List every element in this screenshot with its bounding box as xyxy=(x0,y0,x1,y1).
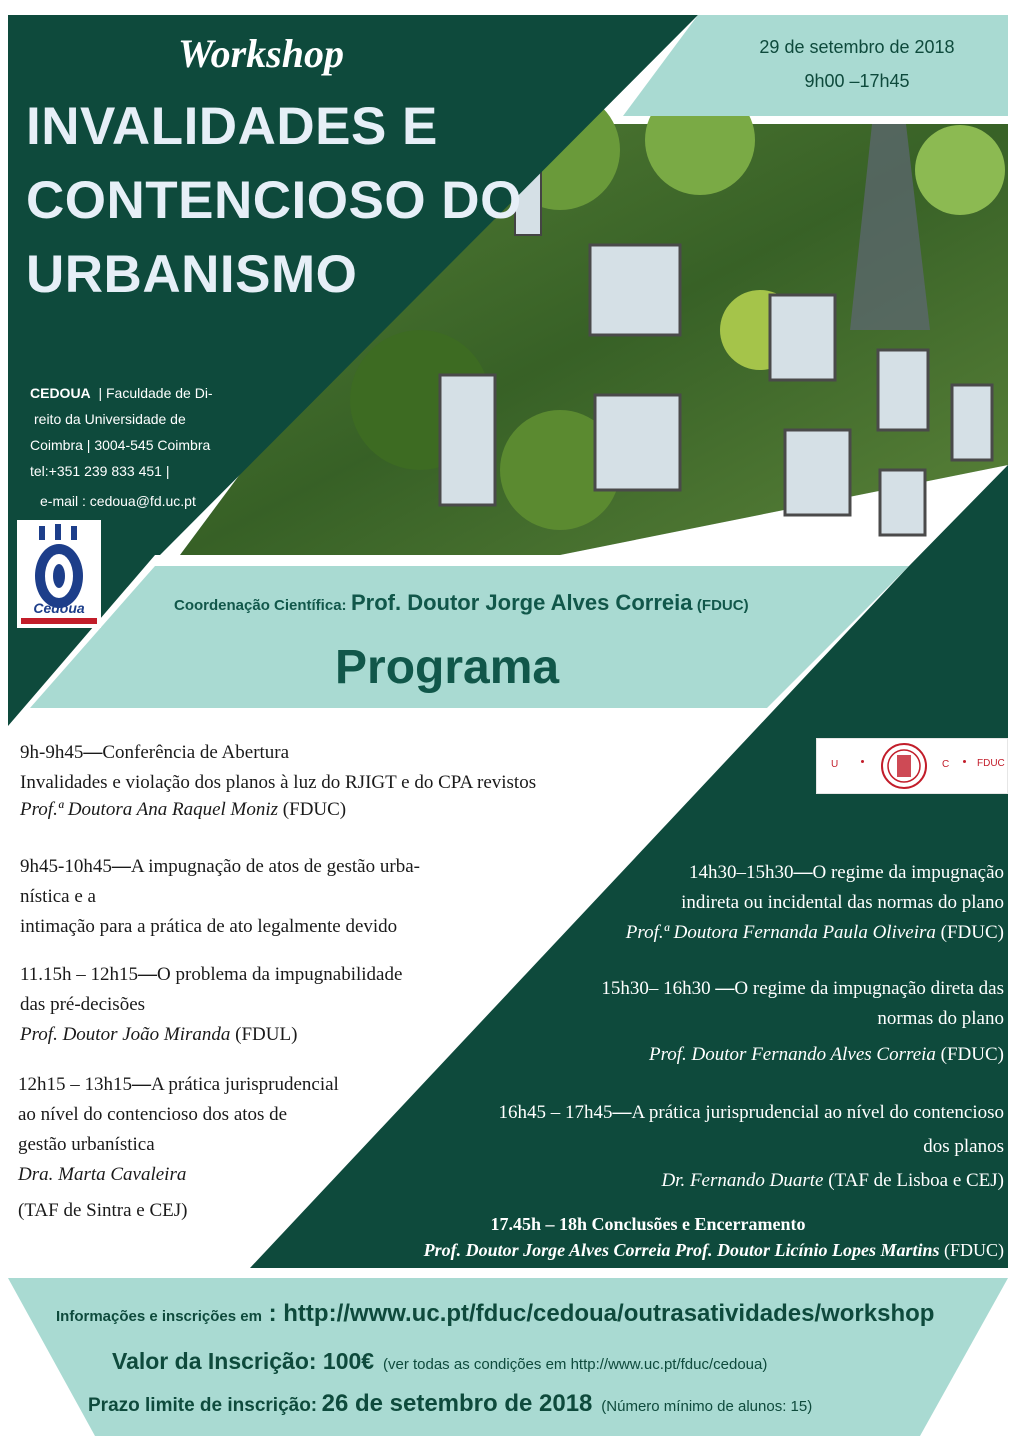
item-speaker: Prof. Doutor João Miranda xyxy=(20,1024,231,1045)
program-item: 11.15h – 12h15—O problema da impugnabilidade das pré-decisões Prof. Doutor João Miranda (FDUL) xyxy=(20,960,500,1050)
item-title-2: ao nível do contencioso dos atos de xyxy=(18,1104,288,1125)
uc-seal-icon xyxy=(879,741,929,791)
fee-line xyxy=(112,1348,942,1375)
title-line-2: CONTENCIOSO DO xyxy=(26,171,522,230)
coordinator-affil: (FDUC) xyxy=(696,597,749,614)
info-colon: : xyxy=(261,1300,284,1327)
item-title: O regime da impugnação direta das xyxy=(734,978,1004,999)
uc-logo-dot xyxy=(861,760,864,763)
item-title-2: normas do plano xyxy=(877,1008,1004,1029)
item-affil: (TAF de Sintra e CEJ) xyxy=(18,1200,188,1221)
contact-line-2: reito da Universidade de xyxy=(34,411,186,427)
program-item: 9h-9h45—Conferência de Abertura Invalidades e violação dos planos à luz do RJIGT e do CPA revistos Prof.ª Doutora Ana Raquel Moniz (FDUC) xyxy=(20,738,660,822)
coordination-label: Coordenação Científica: xyxy=(174,597,347,614)
workshop-label: Workshop xyxy=(178,31,344,76)
item-title: A prática jurisprudencial xyxy=(151,1074,339,1095)
contact-line-1: | Faculdade de Di- xyxy=(98,385,213,401)
item-title-3: intimação para a prática de ato legalmente devido xyxy=(20,916,398,937)
program-item-right: 14h30–15h30—O regime da impugnação indireta ou incidental das normas do plano Prof.ª Doutora Fernanda Paula Oliveira (FDUC) xyxy=(524,858,1004,948)
item-title: O regime da impugnação xyxy=(812,862,1004,883)
registration-url[interactable]: http://www.uc.pt/fduc/cedoua/outrasatividades/workshop xyxy=(283,1300,935,1327)
event-date-block xyxy=(712,30,1002,98)
uc-logo-fduc: FDUC xyxy=(977,758,1005,769)
uc-logo-c: C xyxy=(942,759,950,770)
cedoua-logo-text: Cedoua xyxy=(33,600,85,616)
item-title-2: das pré-decisões xyxy=(20,994,146,1015)
uc-fduc-logo xyxy=(816,738,1008,794)
closing-speakers-line xyxy=(244,1240,1004,1261)
closing-title: 17.45h – 18h Conclusões e Encerramento xyxy=(490,1214,806,1234)
deadline-label: Prazo limite de inscrição: xyxy=(88,1395,318,1416)
coordination-line xyxy=(174,590,749,616)
contact-org: CEDOUA xyxy=(30,385,91,401)
item-title: O problema da impugnabilidade xyxy=(157,964,403,985)
item-affil: (FDUC) xyxy=(940,1044,1004,1065)
program-item-right: 15h30– 16h30 —O regime da impugnação direta das normas do plano Prof. Doutor Fernando Alves Correia (FDUC) xyxy=(484,974,1004,1070)
deadline-date: 26 de setembro de 2018 xyxy=(321,1390,593,1417)
uc-logo-u: U xyxy=(831,759,839,770)
item-affil: (FDUL) xyxy=(235,1024,298,1045)
info-line xyxy=(56,1300,986,1328)
contact-email: e-mail : cedoua@fd.uc.pt xyxy=(40,493,196,509)
fee-note: (ver todas as condições em http://www.uc.pt/fduc/cedoua) xyxy=(382,1356,768,1373)
item-affil: (FDUC) xyxy=(282,799,347,820)
item-speaker: Dr. Fernando Duarte xyxy=(661,1170,824,1191)
item-speaker: Dra. Marta Cavaleira xyxy=(18,1164,187,1185)
workshop-title xyxy=(26,90,522,312)
item-title-2: nística e a xyxy=(20,886,96,907)
item-speaker: Prof. Doutor Fernando Alves Correia xyxy=(648,1044,936,1065)
item-title: A prática jurisprudencial ao nível do contencioso xyxy=(631,1102,1004,1123)
closing-speakers: Prof. Doutor Jorge Alves Correia Prof. Doutor Licínio Lopes Martins xyxy=(423,1240,940,1260)
contact-line-4: tel:+351 239 833 451 | xyxy=(30,463,170,479)
programa-title: Programa xyxy=(335,641,560,694)
coordinator-name: Prof. Doutor Jorge Alves Correia xyxy=(350,590,693,615)
program-item: 12h15 – 13h15—A prática jurisprudencial ao nível do contencioso dos atos de gestão urbanística Dra. Marta Cavaleira (TAF de Sintra e CEJ) xyxy=(18,1070,418,1226)
item-title: Conferência de Abertura xyxy=(102,742,290,763)
item-time: 15h30– 16h30 xyxy=(601,978,716,999)
deadline-line xyxy=(88,1390,968,1418)
contact-line-3: Coimbra | 3004-545 Coimbra xyxy=(30,437,211,453)
item-title-2: indireta ou incidental das normas do plano xyxy=(681,892,1004,913)
item-time: 11.15h – 12h15 xyxy=(20,964,139,985)
event-date: 29 de setembro de 2018 xyxy=(759,37,955,57)
item-speaker: Prof.ª Doutora Ana Raquel Moniz xyxy=(20,799,279,820)
item-title: A impugnação de atos de gestão urba- xyxy=(130,856,420,877)
fee-label: Valor da Inscrição: 100€ xyxy=(112,1348,375,1374)
item-title-3: gestão urbanística xyxy=(18,1134,155,1155)
closing-affil: (FDUC) xyxy=(943,1240,1004,1260)
item-affil: (TAF de Lisboa e CEJ) xyxy=(828,1170,1004,1191)
cedoua-logo xyxy=(17,520,101,628)
program-item: 9h45-10h45—A impugnação de atos de gestão urba- nística e a intimação para a prática de ato legalmente devido xyxy=(20,852,540,942)
item-time: 9h-9h45 xyxy=(20,742,84,763)
event-time: 9h00 –17h45 xyxy=(804,71,910,91)
item-time: 12h15 – 13h15 xyxy=(18,1074,132,1095)
contact-block xyxy=(30,380,270,514)
uc-logo-dot-2 xyxy=(963,760,966,763)
title-line-3: URBANISMO xyxy=(26,245,358,304)
info-label: Informações e inscrições em xyxy=(56,1308,262,1325)
deadline-note: (Número mínimo de alunos: 15) xyxy=(601,1398,813,1415)
item-affil: (FDUC) xyxy=(940,922,1004,943)
title-line-1: INVALIDADES E xyxy=(26,97,438,156)
item-title-2: dos planos xyxy=(923,1136,1004,1157)
item-title-2: Invalidades e violação dos planos à luz do RJIGT e do CPA revistos xyxy=(20,772,537,793)
item-speaker: Prof.ª Doutora Fernanda Paula Oliveira xyxy=(625,922,936,943)
item-time: 14h30–15h30 xyxy=(688,862,794,883)
item-time: 9h45-10h45 xyxy=(20,856,112,877)
item-time: 16h45 – 17h45 xyxy=(498,1102,613,1123)
program-item-right: 16h45 – 17h45—A prática jurisprudencial ao nível do contencioso dos planos Dr. Fernando Duarte (TAF de Lisboa e CEJ) xyxy=(384,1098,1004,1196)
